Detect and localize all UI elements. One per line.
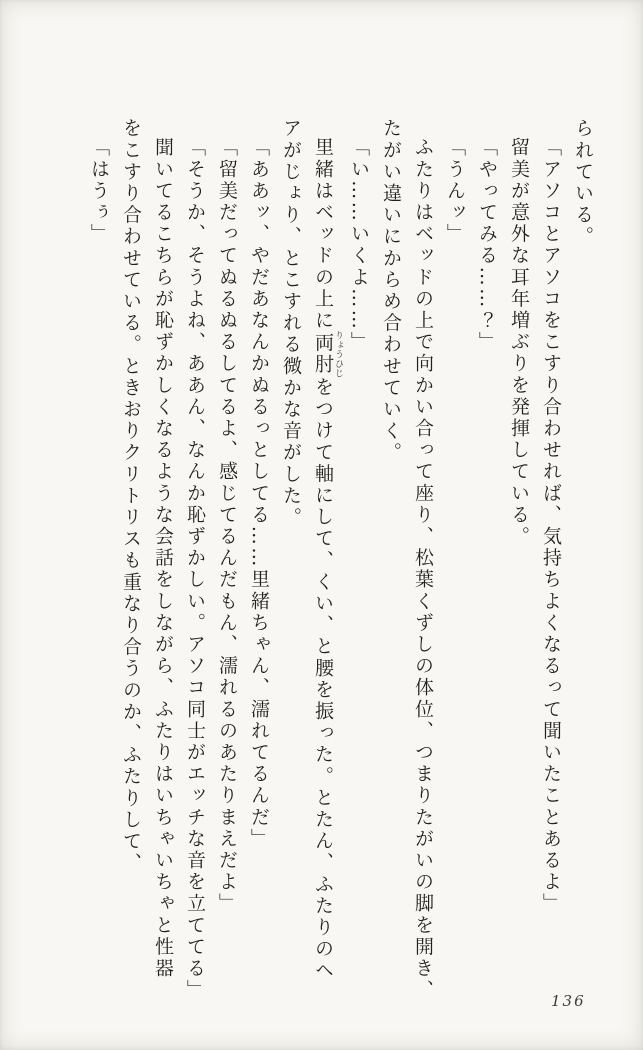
text-line: 「ああッ、やだあなんかぬるっとしてる……里緒ちゃん、濡れてるんだ」 [248, 137, 270, 850]
text-line: をこすり合わせている。ときおりクリトリスも重なり合うのか、ふたりして、 [120, 118, 142, 874]
text-line: たがい違いにからめ合わせていく。 [380, 118, 402, 464]
paragraph [211, 118, 243, 1030]
ruby-base: 両肘 [312, 330, 334, 378]
paragraph [115, 118, 179, 1030]
text-block [83, 118, 599, 1030]
paragraph [179, 118, 211, 1030]
page-number: 136 [551, 992, 586, 1010]
text-line: 「そうか、そうよね、ああん、なんか恥ずかしい。アソコ同士がエッチな音を立ててる」 [184, 137, 206, 1001]
text-line: 聞いてるこちらが恥ずかしくなるような会話をしながら、ふたりはいちゃいちゃと性器 [152, 137, 174, 980]
paragraph [275, 118, 343, 1030]
text-line: 「やってみる……？」 [476, 137, 498, 353]
paragraph [343, 118, 375, 1030]
paragraph [567, 118, 599, 1030]
paragraph [471, 118, 503, 1030]
paragraph [375, 118, 439, 1030]
text-line [307, 118, 343, 1030]
text-segment: をつけて軸にして、くい、と腰を振った。とたん、ふたりのヘ [312, 376, 334, 982]
ruby-furigana: りょうひじ [333, 330, 343, 378]
text-line: られている。 [572, 118, 594, 248]
text-line: 「留美だってぬるぬるしてるよ、感じてるんだもん、濡れるのあたりまえだよ」 [216, 137, 238, 915]
paragraph [439, 118, 471, 1030]
paragraph [535, 118, 567, 1030]
text-line: 「はうぅ」 [88, 137, 110, 245]
text-line: 「うんッ」 [444, 137, 466, 245]
paragraph [83, 118, 115, 1030]
text-line: 「アソコとアソコをこすり合わせれば、気持ちよくなるって聞いたことあるよ」 [540, 137, 562, 915]
paragraph [503, 118, 535, 1030]
text-segment: 里緒はベッドの上に [312, 137, 334, 332]
text-line: 留美が意外な耳年増ぶりを発揮している。 [508, 137, 530, 548]
text-line: ふたりはベッドの上で向かい合って座り、松葉くずしの体位、つまりたがいの脚を開き、 [412, 137, 434, 1001]
ruby-annotation [312, 330, 343, 378]
text-line: 「い……いくよ……」 [348, 137, 370, 353]
paragraph [243, 118, 275, 1030]
text-line: アがじょり、とこすれる微かな音がした。 [280, 118, 302, 529]
